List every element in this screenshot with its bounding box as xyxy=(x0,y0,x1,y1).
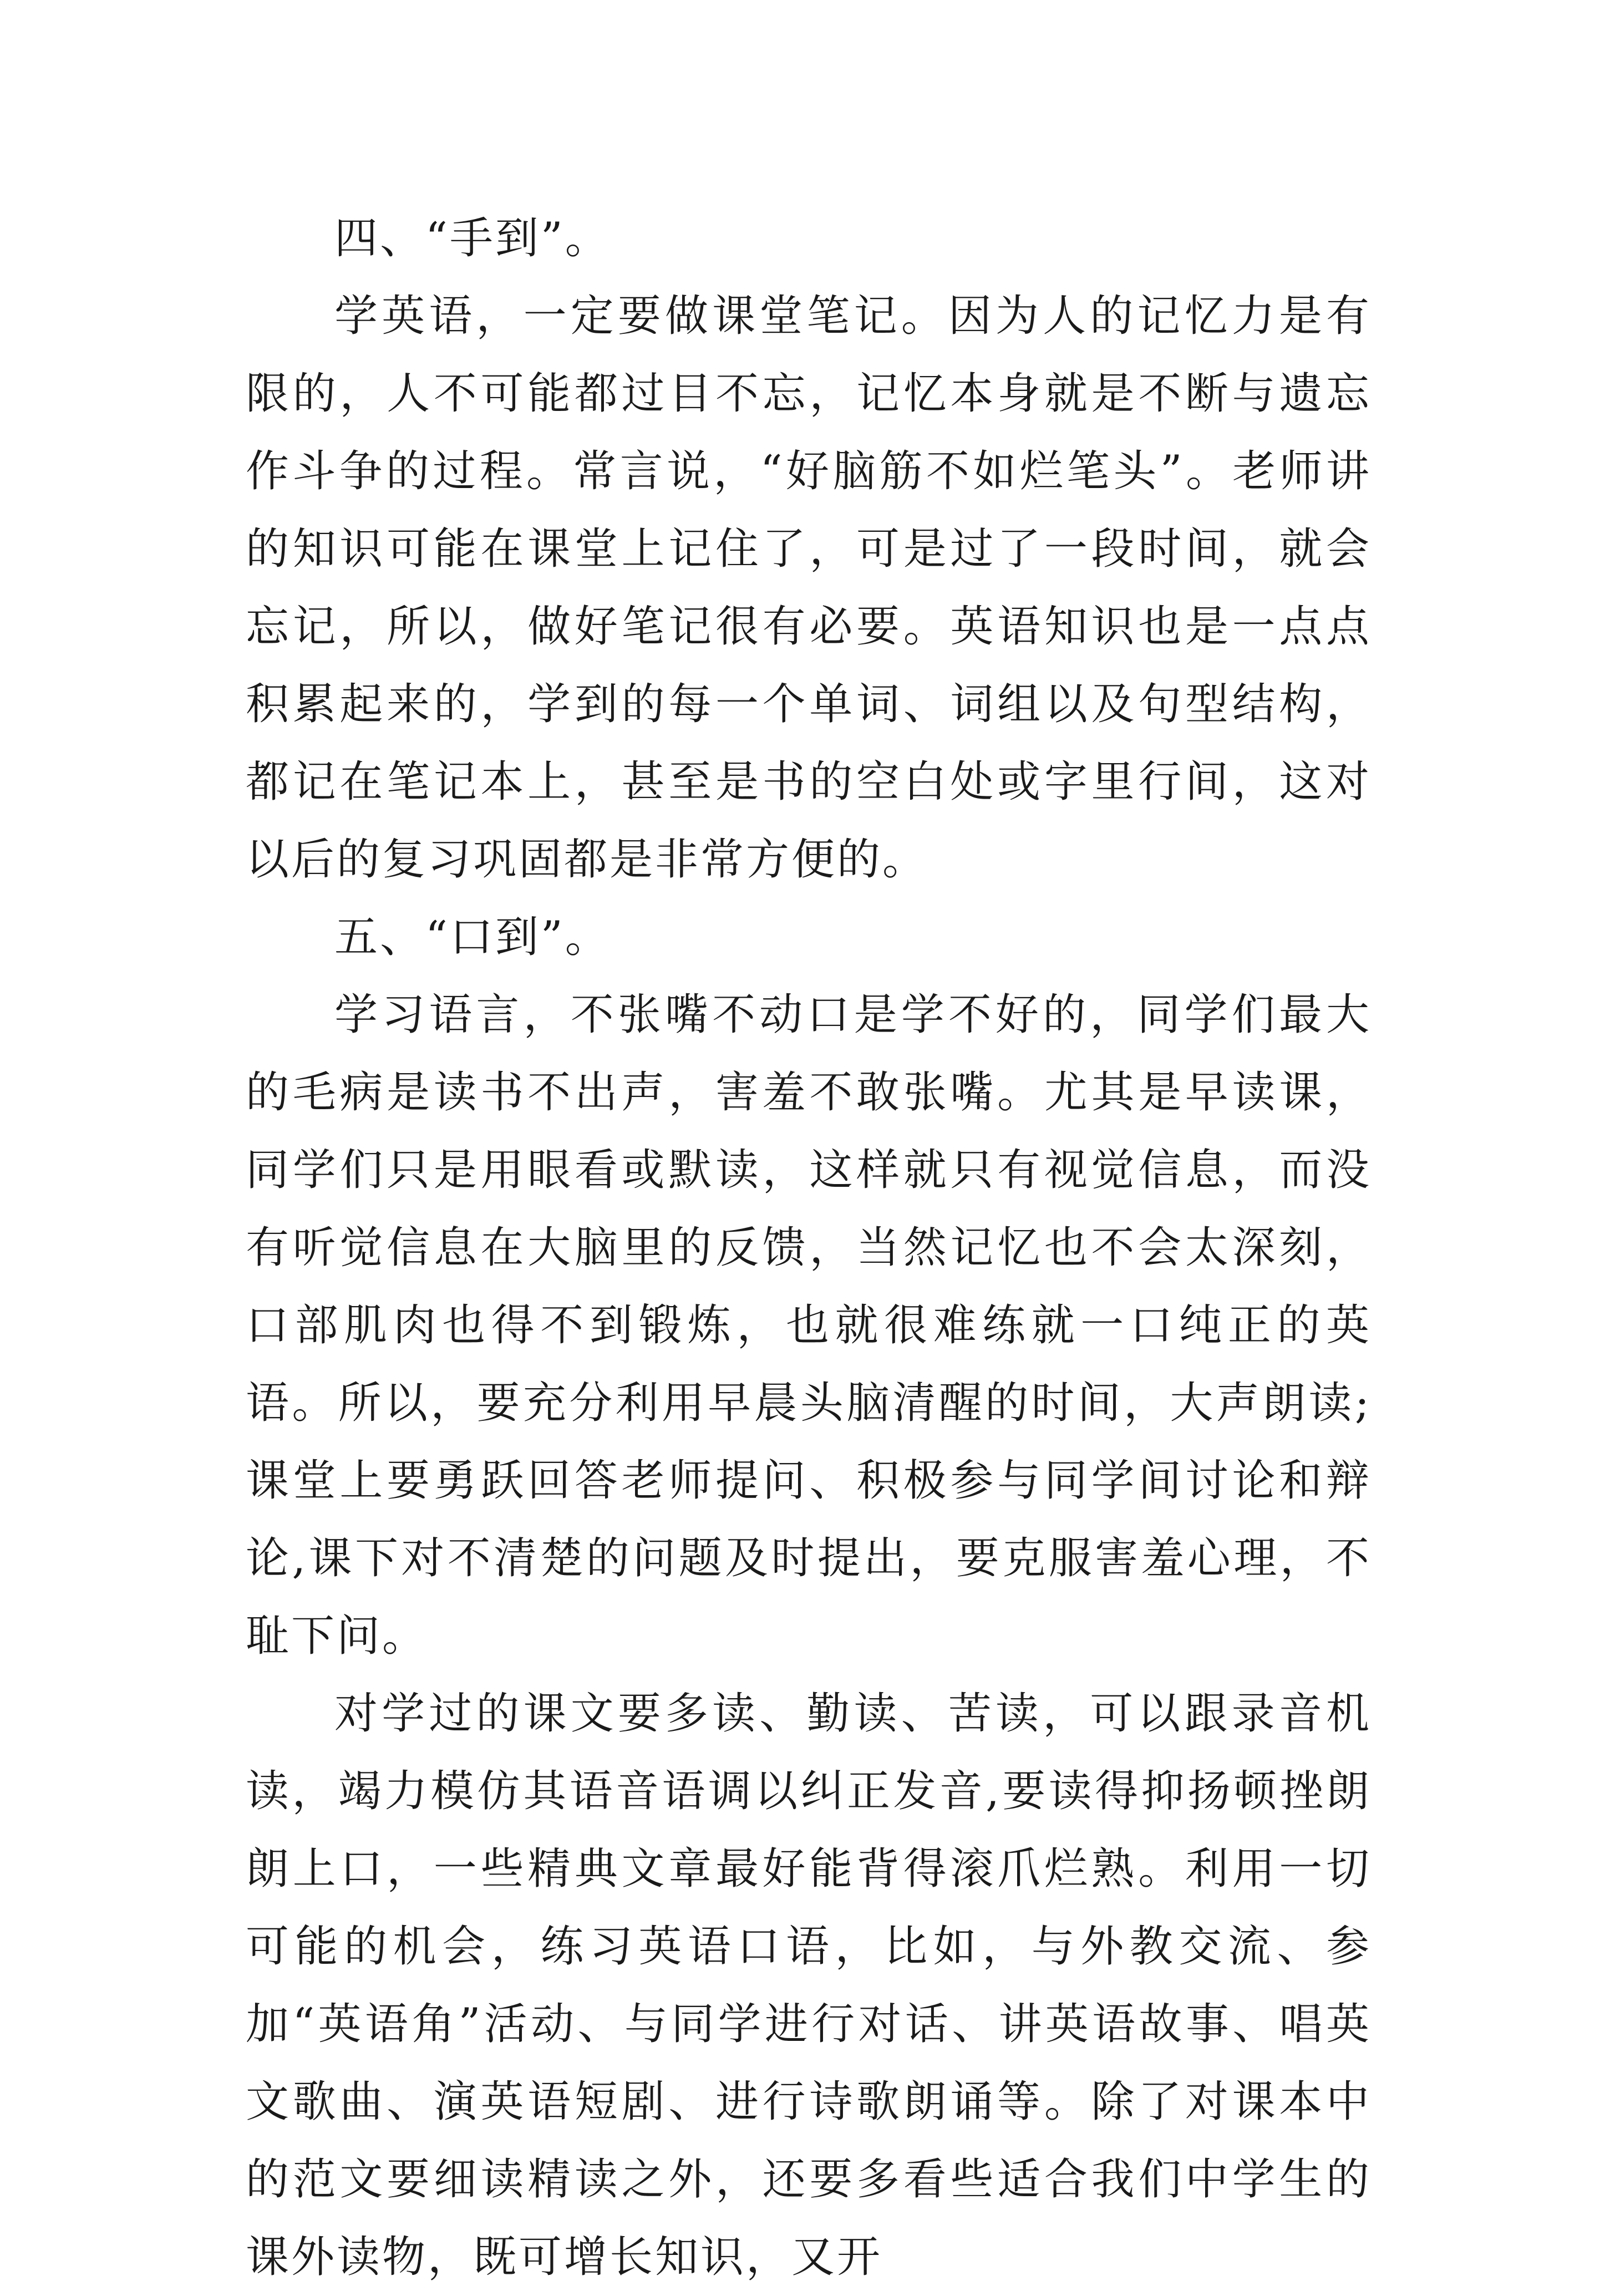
section-heading-mouth: 五、“口到”。 xyxy=(334,912,611,962)
paragraph-reading-aloud: 对学过的课文要多读、勤读、苦读，可以跟录音机读，竭力模仿其语音语调以纠正发音,要读得抑扬顿挫朗朗上口，一些精典文章最好能背得滚爪烂熟。利用一切可能的机会，练习英语口语，比如，与外教交流、参加“英语角”活动、与同学进行对话、讲英语故事、唱英文歌曲、演英语短剧、进行诗歌朗诵等。除了对课本中的范文要细读精读之外，还要多看些适合我们中学生的课外读物，既可增长知识，又开 xyxy=(246,1689,1372,2282)
paragraph-notes: 学英语，一定要做课堂笔记。因为人的记忆力是有限的，人不可能都过目不忘，记忆本身就是不断与遗忘作斗争的过程。常言说，“好脑筋不如烂笔头”。老师讲的知识可能在课堂上记住了，可是过了一段时间，就会忘记，所以，做好笔记很有必要。英语知识也是一点点积累起来的，学到的每一个单词、词组以及句型结构，都记在笔记本上，甚至是书的空白处或字里行间，这对以后的复习巩固都是非常方便的。 xyxy=(246,291,1372,885)
section-heading-hand: 四、“手到”。 xyxy=(334,214,611,263)
paragraph-speaking: 学习语言，不张嘴不动口是学不好的，同学们最大的毛病是读书不出声，害羞不敢张嘴。尤其是早读课，同学们只是用眼看或默读，这样就只有视觉信息，而没有听觉信息在大脑里的反馈，当然记忆也不会太深刻，口部肌肉也得不到锻炼，也就很难练就一口纯正的英语。所以，要充分利用早晨头脑清醒的时间，大声朗读;课堂上要勇跃回答老师提问、积极参与同学间讨论和辩论,课下对不清楚的问题及时提出，要克服害羞心理，不耻下问。 xyxy=(246,990,1372,1661)
document-body xyxy=(246,200,1372,2296)
